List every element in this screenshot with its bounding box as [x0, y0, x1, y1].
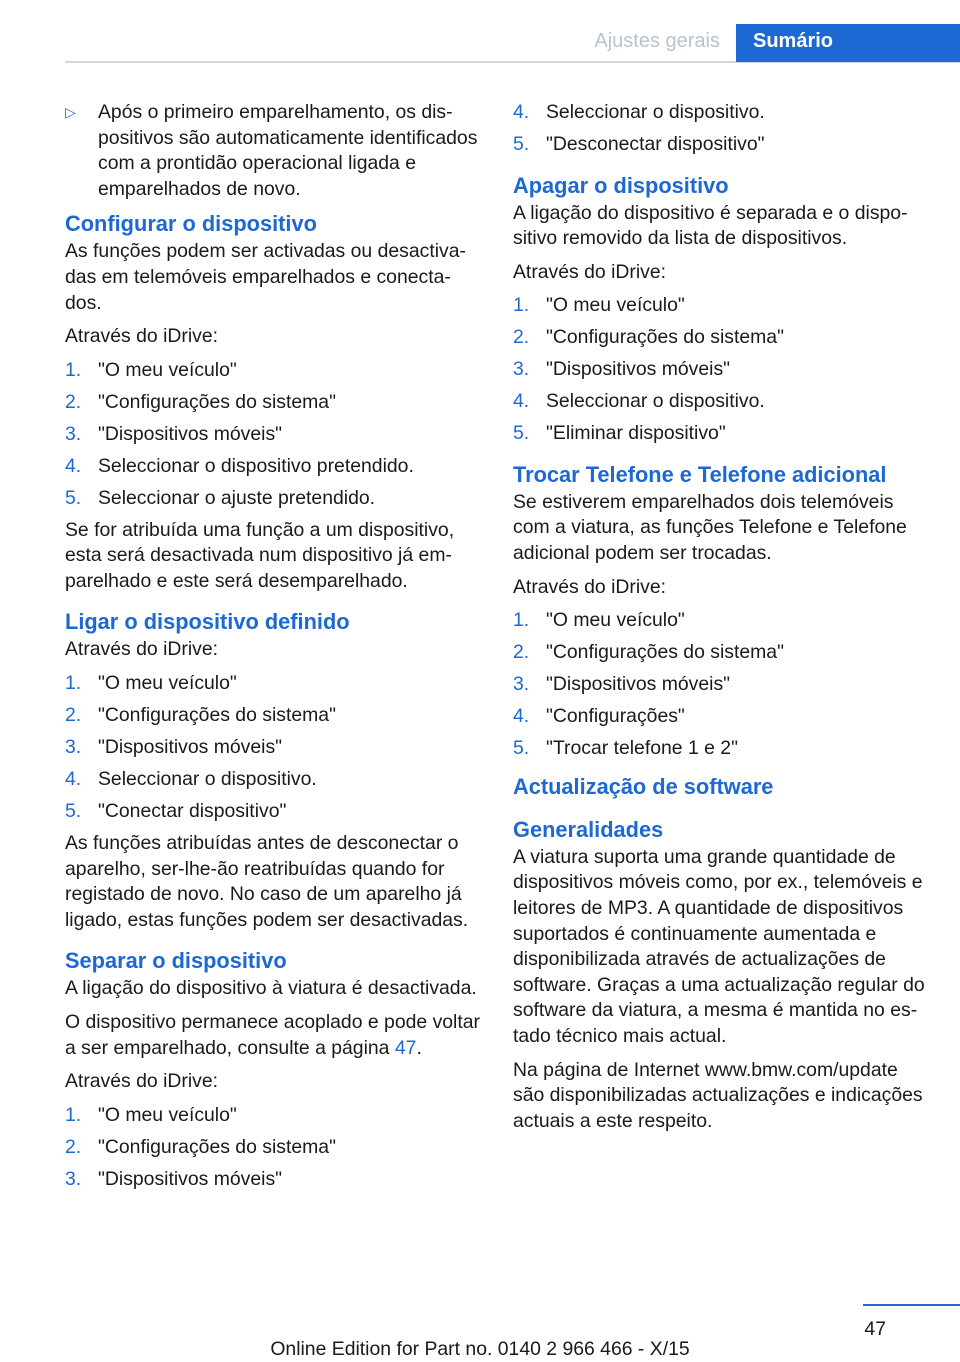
step-number: 3.: [65, 1167, 82, 1190]
page-number: 47: [864, 1318, 886, 1340]
ligar-via: Através do iDrive:: [65, 638, 219, 661]
step-text: "Conectar dispositivo": [98, 799, 287, 822]
step-number: 2.: [513, 326, 530, 349]
step-text: "Dispositivos móveis": [546, 358, 731, 381]
step-number: 4.: [65, 454, 82, 477]
apagar-via: Através do iDrive:: [513, 260, 667, 283]
list-item: [65, 454, 481, 480]
step-text: "Configurações do sistema": [546, 326, 784, 349]
list-item: [65, 390, 481, 416]
step-number: 3.: [65, 422, 82, 445]
apagar-steps: [513, 293, 931, 447]
separar-p1: A ligação do dispositivo à viatura é desactivada.: [65, 977, 477, 1000]
step-number: 5.: [513, 737, 530, 760]
apagar-intro: A ligação do dispositivo é separada e o dispositivo removido da lista de dispositivos.: [513, 201, 908, 250]
step-number: 1.: [65, 1103, 82, 1126]
step-number: 2.: [513, 641, 530, 664]
step-text: "Configurações": [546, 705, 685, 728]
trocar-intro: Se estiverem emparelhados dois telemóveis com a viatura, as funções Telefone e Telefone adicional podem ser trocadas.: [513, 490, 907, 565]
section-title-software: Actualização de software: [513, 773, 774, 799]
step-number: 4.: [513, 705, 530, 728]
triangle-bullet-icon: ▷: [65, 104, 76, 120]
step-text: Seleccionar o dispositivo.: [98, 768, 317, 790]
list-item: [65, 1135, 481, 1161]
list-item: [513, 325, 931, 351]
step-text: "Dispositivos móveis": [98, 422, 283, 445]
list-item: [513, 357, 931, 383]
list-item: [65, 486, 481, 512]
footer-rule: [863, 1304, 960, 1306]
list-item: [513, 100, 931, 126]
list-item: [65, 799, 481, 825]
section-title-apagar: Apagar o dispositivo: [513, 172, 729, 198]
step-number: 5.: [65, 486, 82, 509]
step-number: 4.: [513, 390, 530, 413]
list-item: [65, 1103, 481, 1129]
list-item: [65, 358, 481, 384]
separar-p2-text: O dispositivo permanece acoplado e pode voltar a ser emparelhado, consulte a página: [65, 1010, 480, 1059]
page-reference-link[interactable]: 47: [394, 1036, 417, 1059]
software-p1: A viatura suporta uma grande quantidade de dispositivos móveis como, por ex., telemóveis e leitores de MP3. A quantidade de dispositivos suportados é continuamente aumentada e disponibilizada através de actualizações de software. Graças a uma actualização regular do software da viatura, a mesma é mantida no estado técnico mais actual.: [513, 845, 925, 1047]
software-p2: Na página de Internet www.bmw.com/update são disponibilizadas actualizações e indicações actuais a este respeito.: [513, 1058, 923, 1132]
list-item: [513, 704, 931, 730]
list-item: [513, 421, 931, 447]
right-column: [513, 100, 931, 1142]
step-text: "Dispositivos móveis": [98, 1167, 283, 1190]
step-number: 2.: [65, 390, 82, 413]
step-number: 4.: [513, 101, 530, 123]
step-text: "Configurações do sistema": [98, 704, 336, 727]
list-item: [513, 672, 931, 698]
step-text: Seleccionar o dispositivo.: [546, 390, 765, 413]
step-text: "O meu veículo": [546, 294, 685, 317]
list-item: [65, 703, 481, 729]
configurar-note: Se for atribuída uma função a um dispositivo, esta será desactivada num dispositivo já emparelhado e este será desemparelhado.: [65, 518, 455, 592]
step-text: "Dispositivos móveis": [546, 673, 731, 696]
step-number: 2.: [65, 1135, 82, 1158]
separar-steps: [65, 1103, 481, 1193]
step-number: 3.: [65, 736, 82, 759]
section-title-configurar: Configurar o dispositivo: [65, 211, 317, 237]
header-section-title[interactable]: Ajustes gerais: [594, 30, 720, 52]
list-item: [65, 735, 481, 761]
subsection-title-generalidades: Generalidades: [513, 816, 664, 842]
step-number: 1.: [65, 358, 82, 381]
configurar-steps: [65, 358, 481, 512]
step-number: 1.: [65, 672, 82, 695]
step-number: 4.: [65, 768, 82, 790]
step-number: 1.: [513, 609, 530, 632]
separar-steps-continued: [513, 100, 931, 158]
step-number: 1.: [513, 294, 530, 317]
configurar-intro: As funções podem ser activadas ou desactivadas em telemóveis emparelhados e conectados.: [65, 240, 466, 314]
list-item: [513, 736, 931, 762]
step-number: 5.: [513, 132, 530, 155]
configurar-via: Através do iDrive:: [65, 325, 219, 348]
separar-p2: [65, 1010, 481, 1061]
header-summary-tab[interactable]: [736, 24, 960, 62]
section-title-trocar: Trocar Telefone e Telefone adicional: [513, 461, 887, 487]
step-text: Seleccionar o ajuste pretendido.: [98, 486, 376, 509]
list-item: [65, 1167, 481, 1193]
footer-edition: Online Edition for Part no. 0140 2 966 466 - X/15: [270, 1338, 690, 1360]
trocar-steps: [513, 608, 931, 762]
section-title-separar: Separar o dispositivo: [65, 948, 287, 974]
list-item: [65, 767, 481, 793]
step-number: 5.: [65, 799, 82, 822]
bullet-note-text: Após o primeiro emparelhamento, os dispositivos são automaticamente identificados com a prontidão operacional ligada e emparelhados de novo.: [98, 101, 478, 200]
list-item: [513, 640, 931, 666]
ligar-note: As funções atribuídas antes de desconectar o aparelho, ser-lhe-ão reatribuídas quando for registado de novo. No caso de um aparelho já ligado, estas funções podem ser desactivadas.: [65, 831, 469, 931]
step-text: "O meu veículo": [98, 1103, 237, 1126]
list-item: [513, 293, 931, 319]
step-text: "Eliminar dispositivo": [546, 422, 726, 445]
step-text: "Trocar telefone 1 e 2": [546, 737, 738, 760]
list-item: [513, 132, 931, 158]
step-number: 5.: [513, 422, 530, 445]
step-text: Seleccionar o dispositivo pretendido.: [98, 454, 414, 477]
step-number: 3.: [513, 673, 530, 696]
step-number: 3.: [513, 358, 530, 381]
step-text: Seleccionar o dispositivo.: [546, 101, 765, 123]
list-item: [65, 422, 481, 448]
header-summary-tab-label: Sumário: [753, 30, 834, 52]
step-text: "O meu veículo": [98, 358, 237, 381]
trocar-via: Através do iDrive:: [513, 575, 667, 598]
left-column: [65, 100, 481, 1199]
list-item: [513, 389, 931, 415]
step-text: "Configurações do sistema": [546, 641, 784, 664]
list-item: [65, 671, 481, 697]
step-text: "Configurações do sistema": [98, 390, 336, 413]
step-text: "Configurações do sistema": [98, 1135, 336, 1158]
bullet-note: [65, 100, 481, 202]
step-number: 2.: [65, 704, 82, 727]
list-item: [513, 608, 931, 634]
step-text: "Dispositivos móveis": [98, 736, 283, 759]
step-text: "O meu veículo": [546, 609, 685, 632]
step-text: "O meu veículo": [98, 672, 237, 695]
step-text: "Desconectar dispositivo": [546, 132, 765, 155]
separar-p2-end: .: [416, 1036, 422, 1059]
section-title-ligar: Ligar o dispositivo definido: [65, 609, 350, 635]
separar-via: Através do iDrive:: [65, 1070, 219, 1093]
ligar-steps: [65, 671, 481, 825]
